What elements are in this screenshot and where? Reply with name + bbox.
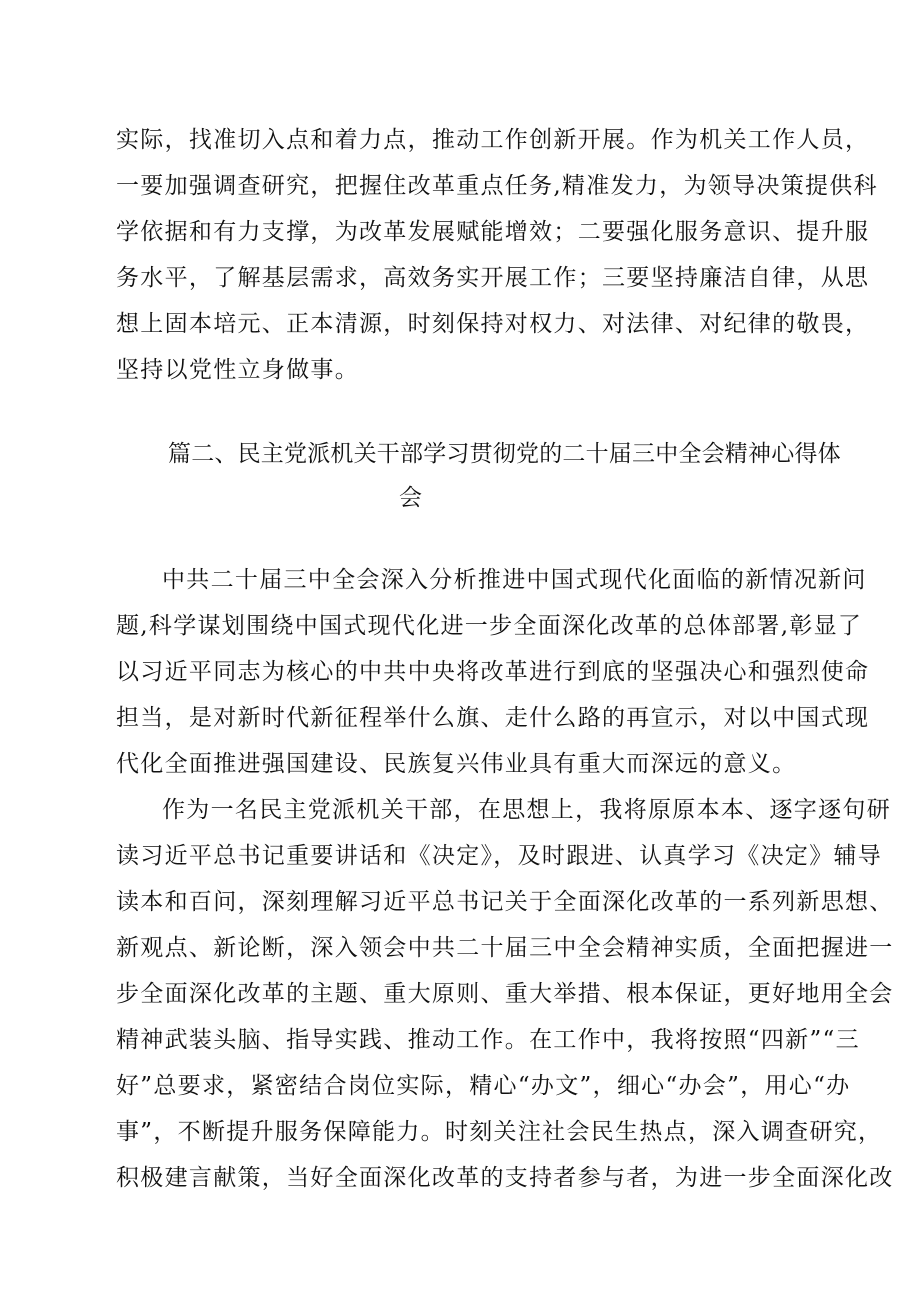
text-line: 坚持以党性立身做事。: [116, 357, 359, 383]
text-line: 学依据和有力支撑，为改革发展赋能增效；二要强化服务意识、提升服: [116, 219, 870, 245]
text-line: 代化全面推进强国建设、民族复兴伟业具有重大而深远的意义。: [116, 751, 797, 777]
text-line: 担当，是对新时代新征程举什么旗、走什么路的再宣示，对以中国式现: [116, 705, 870, 731]
text-line: 事”，不断提升服务保障能力。时刻关注社会民生热点，深入调查研究，: [116, 1119, 883, 1145]
text-line: 步全面深化改革的主题、重大原则、重大举措、根本保证，更好地用全会: [116, 981, 894, 1007]
text-line: 作为一名民主党派机关干部，在思想上，我将原原本本、逐字逐句研: [162, 797, 891, 823]
text-line: 题,科学谋划围绕中国式现代化进一步全面深化改革的总体部署,彰显了: [116, 613, 863, 639]
text-line: 以习近平同志为核心的中共中央将改革进行到底的坚强决心和强烈使命: [116, 659, 870, 685]
text-line: 读本和百问，深刻理解习近平总书记关于全面深化改革的一系列新思想、: [116, 889, 894, 915]
text-line: 中共二十届三中全会深入分析推进中国式现代化面临的新情况新问: [162, 567, 867, 593]
text-line: 一要加强调查研究，把握住改革重点任务,精准发力，为领导决策提供科: [116, 173, 878, 199]
text-line: 实际，找准切入点和着力点，推动工作创新开展。作为机关工作人员，: [116, 127, 870, 153]
text-line: 务水平，了解基层需求，高效务实开展工作；三要坚持廉洁自律，从思: [116, 265, 870, 291]
section-title-line-2: 会: [399, 485, 423, 511]
text-line: 新观点、新论断，深入领会中共二十届三中全会精神实质，全面把握进一: [116, 935, 894, 961]
text-line: 精神武装头脑、指导实践、推动工作。在工作中，我将按照“四新”“三: [116, 1027, 860, 1053]
text-line: 读习近平总书记重要讲话和《决定》，及时跟进、认真学习《决定》辅导: [116, 843, 883, 869]
text-line: 想上固本培元、正本清源，时刻保持对权力、对法律、对纪律的敬畏，: [116, 311, 870, 337]
text-line: 积极建言献策，当好全面深化改革的支持者参与者，为进一步全面深化改: [116, 1165, 894, 1191]
text-line: 好”总要求，紧密结合岗位实际，精心“办文”，细心“办会”，用心“办: [116, 1073, 851, 1099]
section-title-line-1: 篇二、民主党派机关干部学习贯彻党的二十届三中全会精神心得体: [168, 441, 841, 467]
